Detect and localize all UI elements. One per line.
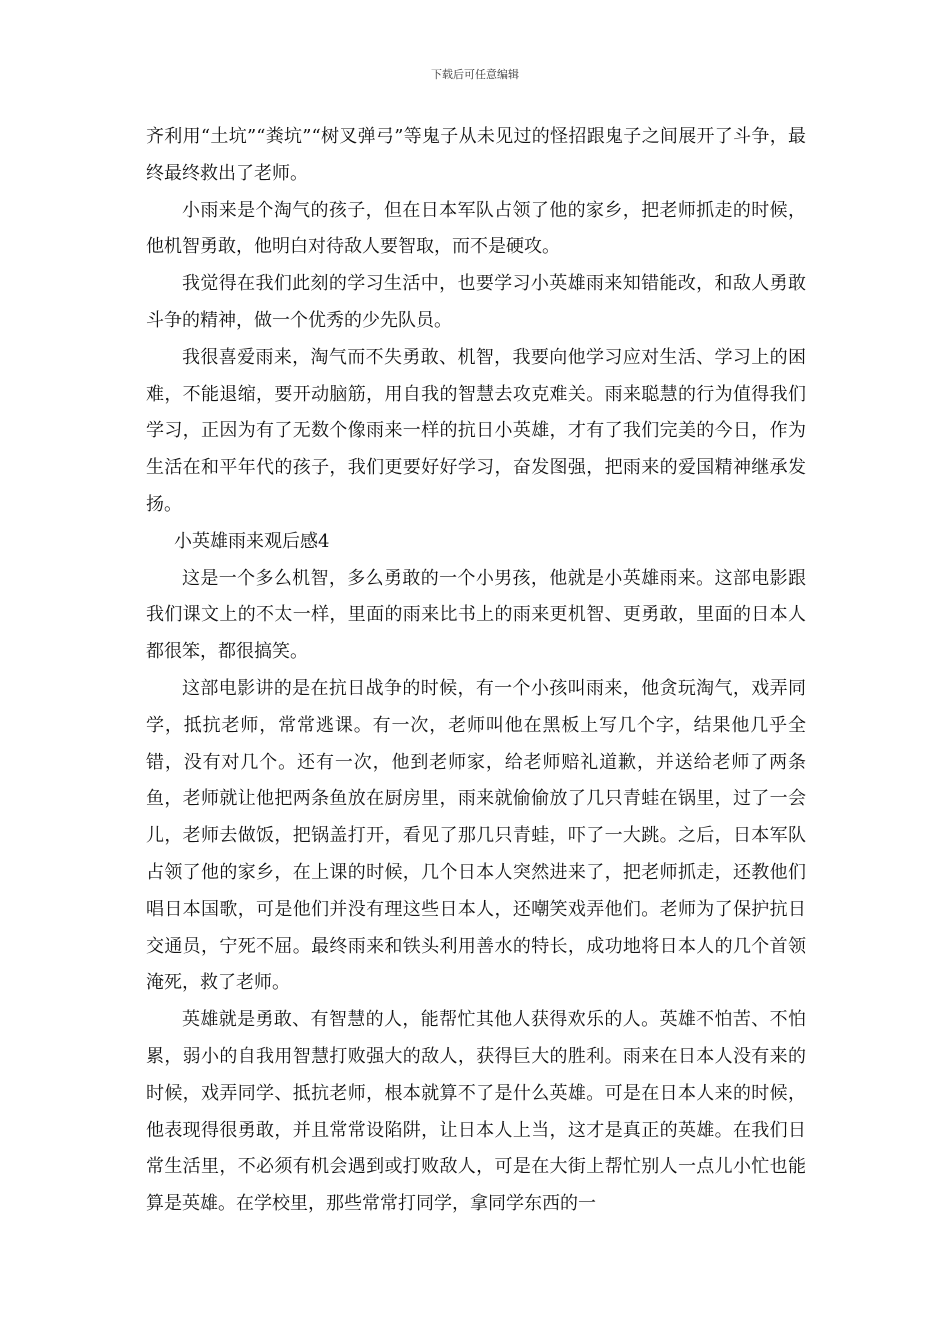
document-body [146, 119, 806, 1223]
paragraph: 英雄就是勇敢、有智慧的人，能帮忙其他人获得欢乐的人。英雄不怕苦、不怕累，弱小的自我用智慧打败强大的敌人，获得巨大的胜利。雨来在日本人没有来的时候，戏弄同学、抵抗老师，根本就算不了是什么英雄。可是在日本人来的时候，他表现得很勇敢，并且常常设陷阱，让日本人上当，这才是真正的英雄。在我们日常生活里，不必须有机会遇到或打败敌人，可是在大街上帮忙别人一点儿小忙也能算是英雄。在学校里，那些常常打同学，拿同学东西的一 [146, 1009, 806, 1215]
page-header: 下载后可任意编辑 [431, 68, 519, 81]
paragraph: 我很喜爱雨来，淘气而不失勇敢、机智，我要向他学习应对生活、学习上的困难，不能退缩，要开动脑筋，用自我的智慧去攻克难关。雨来聪慧的行为值得我们学习，正因为有了无数个像雨来一样的抗日小英雄，才有了我们完美的今日，作为生活在和平年代的孩子，我们更要好好学习，奋发图强，把雨来的爱国精神继承发扬。 [146, 346, 806, 515]
paragraph: 这是一个多么机智，多么勇敢的一个小男孩，他就是小英雄雨来。这部电影跟我们课文上的不太一样，里面的雨来比书上的雨来更机智、更勇敢，里面的日本人都很笨，都很搞笑。 [146, 567, 806, 663]
paragraph-continued: 齐利用“土坑”“粪坑”“树叉弹弓”等鬼子从未见过的怪招跟鬼子之间展开了斗争，最终最终救出了老师。 [146, 126, 806, 184]
paragraph: 小雨来是个淘气的孩子，但在日本军队占领了他的家乡，把老师抓走的时候，他机智勇敢，他明白对待敌人要智取，而不是硬攻。 [146, 199, 806, 258]
paragraph: 我觉得在我们此刻的学习生活中，也要学习小英雄雨来知错能改，和敌人勇敢斗争的精神，做一个优秀的少先队员。 [146, 273, 806, 331]
section-heading: 小英雄雨来观后感4 [174, 530, 330, 552]
paragraph: 这部电影讲的是在抗日战争的时候，有一个小孩叫雨来，他贪玩淘气，戏弄同学，抵抗老师，常常逃课。有一次，老师叫他在黑板上写几个字，结果他几乎全错，没有对几个。还有一次，他到老师家，给老师赔礼道歉，并送给老师了两条鱼，老师就让他把两条鱼放在厨房里，雨来就偷偷放了几只青蛙在锅里，过了一会儿，老师去做饭，把锅盖打开，看见了那几只青蛙，吓了一大跳。之后，日本军队占领了他的家乡，在上课的时候，几个日本人突然进来了，把老师抓走，还教他们唱日本国歌，可是他们并没有理这些日本人，还嘲笑戏弄他们。老师为了保护抗日交通员，宁死不屈。最终雨来和铁头利用善水的特长，成功地将日本人的几个首领淹死，救了老师。 [146, 677, 806, 994]
